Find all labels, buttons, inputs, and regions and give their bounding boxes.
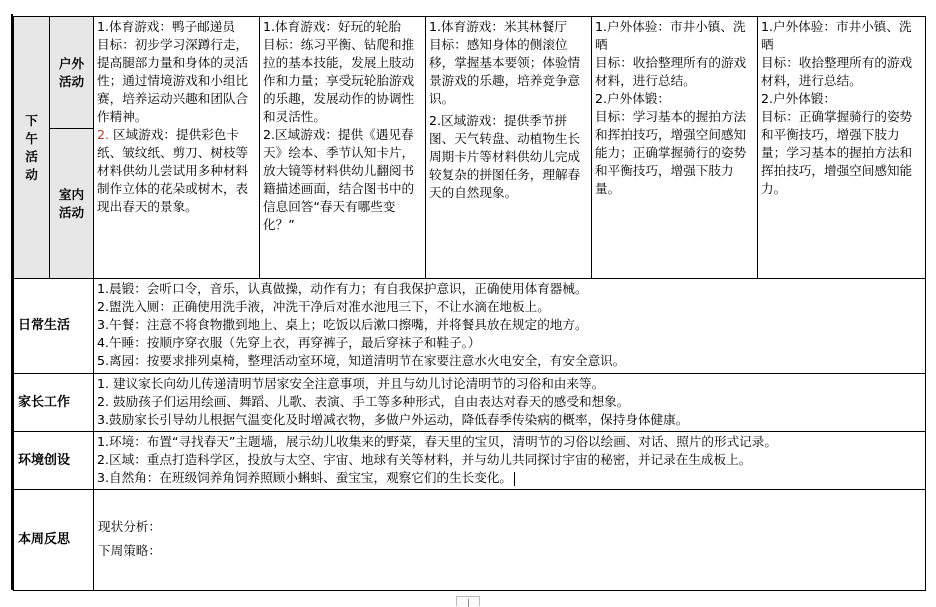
activity-line: 目标：学习基本的握拍方法和挥拍技巧，增强空间感知能力；正确掌握骑行的姿势和平衡技巧，增强下肢力量。 [595, 109, 747, 196]
activity-line: 1.户外体验：市井小镇、洗晒 [761, 19, 912, 52]
daily-life-label: 日常生活 [14, 279, 94, 374]
environment-content[interactable] [94, 432, 926, 490]
reflection-content[interactable] [94, 490, 926, 591]
next-week-strategy-label: 下周策略： [98, 543, 161, 558]
list-item: 2.盥洗入厕：正确使用洗手液，冲洗干净后对准水池甩三下，不让水滴在地板上。 [97, 299, 550, 314]
activity-line: 目标：初步学习深蹲行走，提高腿部力量和身体的灵活性；通过情境游戏和小组比赛，培养运动兴趣和团队合作精神。 [97, 37, 249, 124]
activity-line [97, 126, 256, 216]
outdoor-label: 户外活动 [50, 17, 94, 129]
activity-line: 1.体育游戏：好玩的轮胎 [263, 19, 401, 34]
activity-line: 目标：练习平衡、钻爬和推拉的基本技能，发展上肢动作和力量；享受玩轮胎游戏的乐趣，发展动作的协调性和灵活性。 [263, 37, 415, 124]
afternoon-label: 下午活动 [14, 17, 50, 279]
afternoon-column-fri [758, 17, 926, 279]
list-item: 4.午睡：按顺序穿衣服（先穿上衣，再穿裤子，最后穿袜子和鞋子。） [97, 335, 481, 350]
list-item: 3.鼓励家长引导幼儿根据气温变化及时增减衣物，多做户外运动，降低春季传染病的概率，保持身体健康。 [97, 412, 689, 427]
list-item: 2. 鼓励孩子们运用绘画、舞蹈、儿歌、表演、手工等多种形式，自由表达对春天的感受和想象。 [97, 394, 630, 409]
afternoon-column-tue [260, 17, 426, 279]
parents-label: 家长工作 [14, 374, 94, 432]
list-item: 1. 建议家长向幼儿传递清明节居家安全注意事项，并且与幼儿讨论清明节的习俗和由来等。 [97, 376, 605, 391]
indoor-label: 室内活动 [50, 129, 94, 279]
activity-line: 2.户外体锻： [761, 91, 836, 106]
activity-line: 目标：正确掌握骑行的姿势和平衡技巧，增强下肢力量；学习基本的握拍方法和挥拍技巧，增强空间感知能力。 [761, 109, 913, 196]
list-item: 5.离园：按要求排列桌椅，整理活动室环境，知道清明节在家要注意水火电安全，有安全意识。 [97, 353, 626, 368]
afternoon-column-mon [94, 17, 260, 279]
activity-line: 1.体育游戏：鸭子邮递员 [97, 19, 235, 34]
activity-line: 目标：感知身体的侧滚位移，掌握基本要领；体验情景游戏的乐趣，培养竞争意识。 [429, 37, 581, 106]
activity-text: 区域游戏：提供彩色卡纸、皱纹纸、剪刀、树枝等材料供幼儿尝试用多种材料制作立体的花朵或树木，表现出春天的景象。 [97, 127, 249, 214]
activity-line: 1.体育游戏：米其林餐厅 [429, 19, 567, 34]
list-item-text: 3.自然角：在班级饲养角饲养照顾小蝌蚪、蚕宝宝，观察它们的生长变化。 [97, 470, 513, 485]
weekly-plan-table [13, 16, 926, 591]
list-item: 1.晨锻：会听口令，音乐，认真做操，动作有力；有自我保护意识，正确使用体育器械。 [97, 281, 588, 296]
environment-label: 环境创设 [14, 432, 94, 490]
text-cursor [514, 472, 515, 486]
list-item: 1.环境：布置“寻找春天”主题墙，展示幼儿收集来的野菜，春天里的宝贝，清明节的习俗以绘画、对话、照片的形式记录。 [97, 434, 777, 449]
list-item [97, 469, 922, 487]
afternoon-column-wed [426, 17, 592, 279]
afternoon-column-thu [592, 17, 758, 279]
reflection-label: 本周反思 [14, 490, 94, 591]
parents-content [94, 374, 926, 432]
item-number: 2. [97, 127, 110, 142]
daily-life-content [94, 279, 926, 374]
scroll-handle[interactable] [456, 596, 480, 606]
activity-line: 2.区域游戏：提供《遇见春天》绘本、季节认知卡片，放大镜等材料供幼儿翻阅书籍描述画面，结合图书中的信息回答“春天有哪些变化？” [263, 127, 415, 232]
list-item: 2.区域：重点打造科学区，投放与太空、宇宙、地球有关等材料，并与幼儿共同探讨宇宙的秘密，并记录在生成板上。 [97, 452, 752, 467]
activity-line: 1.户外体验：市井小镇、洗晒 [595, 19, 746, 52]
activity-line: 目标：收拾整理所有的游戏材料，进行总结。 [761, 55, 913, 88]
list-item: 3.午餐：注意不将食物撒到地上、桌上；吃饭以后漱口擦嘴，并将餐具放在规定的地方。 [97, 317, 588, 332]
activity-line: 2.区域游戏：提供季节拼图、天气转盘、动植物生长周期卡片等材料供幼儿完成较复杂的拼图任务，理解春天的自然现象。 [429, 113, 581, 200]
status-analysis-label: 现状分析： [98, 519, 161, 534]
activity-line: 2.户外体锻： [595, 91, 670, 106]
activity-line: 目标：收拾整理所有的游戏材料，进行总结。 [595, 55, 747, 88]
